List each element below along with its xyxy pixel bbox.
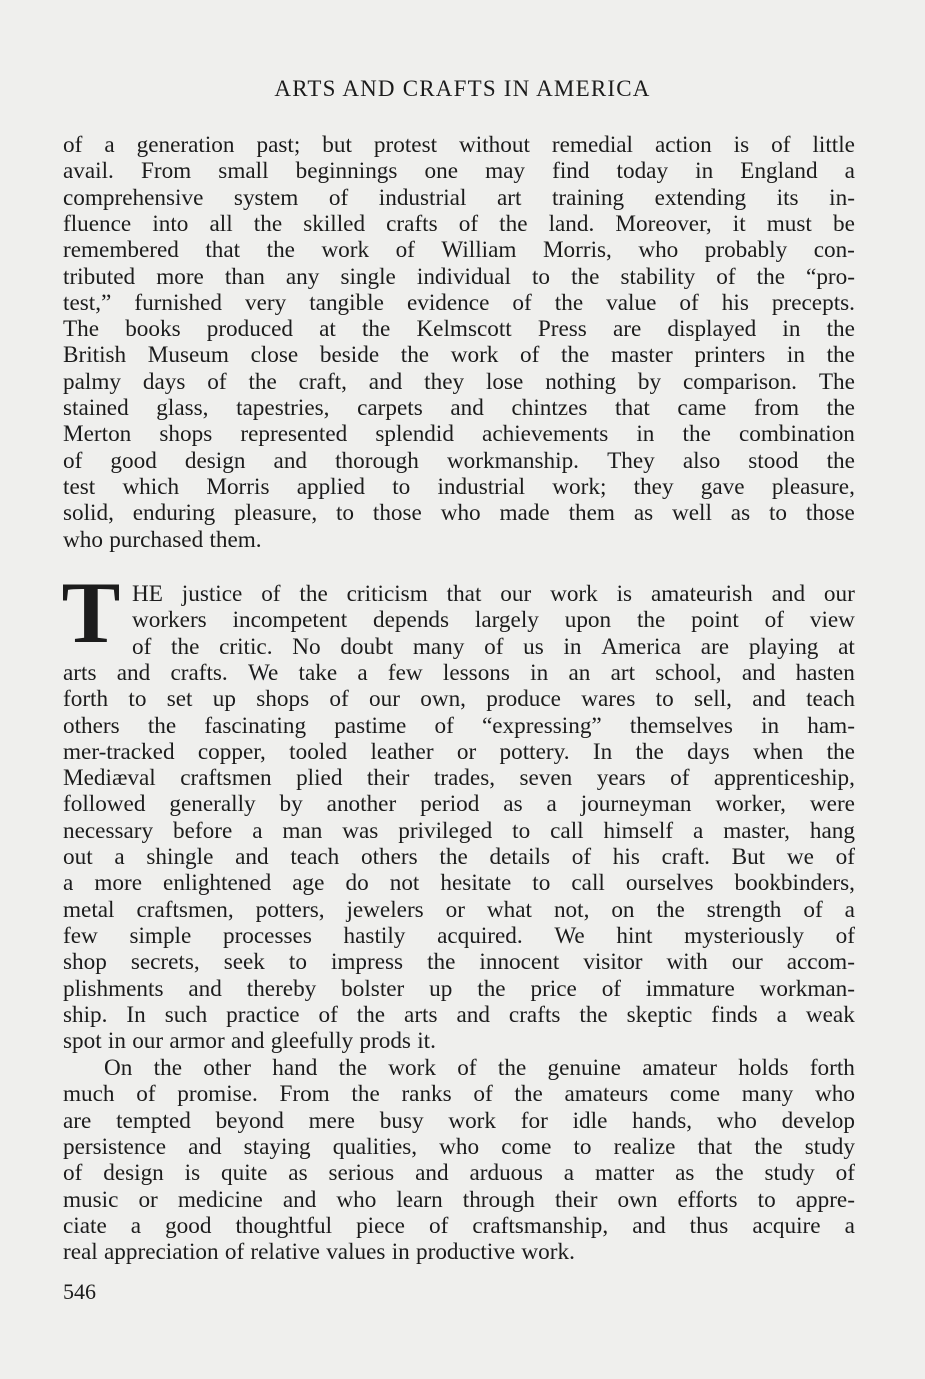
text-line: real appreciation of relative values in productive work. [63,1239,575,1266]
text-line: much of promise. From the ranks of the amateurs come many who [63,1081,855,1108]
text-line: followed generally by another period as a journeyman worker, were [63,791,855,818]
text-line: of good design and thorough workmanship. They also stood the [63,447,855,474]
page-number: 546 [63,1279,96,1304]
text-line: out a shingle and teach others the details of his craft. But we of [63,844,855,870]
text-line: test,” furnished very tangible evidence of the value of his precepts. [63,289,855,316]
text-line: stained glass, tapestries, carpets and chintzes that came from the [63,395,855,421]
text-line: remembered that the work of William Morris, who probably con- [63,237,855,264]
text-line: tributed more than any single individual to the stability of the “pro- [63,263,855,290]
text-line: who purchased them. [63,526,262,553]
text-line: British Museum close beside the work of the master printers in the [63,342,855,369]
text-line: comprehensive system of industrial art training extending its in- [63,184,855,211]
text-line: test which Morris applied to industrial work; they gave pleasure, [63,473,855,500]
text-line: arts and crafts. We take a few lessons in an art school, and hasten [63,659,855,686]
text-line: persistence and staying qualities, who come to realize that the study [63,1133,855,1160]
text-line: music or medicine and who learn through their own efforts to appre- [63,1186,855,1213]
text-line: Mediæval craftsmen plied their trades, seven years of apprenticeship, [63,765,855,792]
text-line: ship. In such practice of the arts and crafts the skeptic finds a weak [63,1001,855,1028]
text-line: spot in our armor and gleefully prods it. [63,1028,436,1055]
text-line: The books produced at the Kelmscott Press are displayed in the [63,316,855,343]
text-line: forth to set up shops of our own, produce wares to sell, and teach [63,686,855,713]
text-line: fluence into all the skilled crafts of the land. Moreover, it must be [63,210,855,237]
text-line: shop secrets, seek to impress the innocent visitor with our accom- [63,949,855,976]
text-line: of the critic. No doubt many of us in America are playing at [132,633,855,660]
text-line: HE justice of the criticism that our work is amateurish and our [132,581,855,607]
text-line: others the fascinating pastime of “expressing” themselves in ham- [63,712,855,739]
text-line: On the other hand the work of the genuine amateur holds forth [104,1055,855,1081]
text-line: Merton shops represented splendid achievements in the combination [63,421,855,448]
text-line: palmy days of the craft, and they lose nothing by comparison. The [63,368,855,395]
text-line: ciate a good thoughtful piece of craftsmanship, and thus acquire a [63,1212,855,1239]
text-line: avail. From small beginnings one may find today in England a [63,158,855,185]
text-line: of design is quite as serious and arduous a matter as the study of [63,1160,855,1187]
text-line: solid, enduring pleasure, to those who made them as well as to those [63,500,855,527]
text-line: metal craftsmen, potters, jewelers or what not, on the strength of a [63,896,855,923]
text-line: few simple processes hastily acquired. We hint mysteriously of [63,922,855,949]
text-line: necessary before a man was privileged to call himself a master, hang [63,817,855,844]
text-line: mer-tracked copper, tooled leather or pottery. In the days when the [63,738,855,765]
text-line: plishments and thereby bolster up the price of immature workman- [63,975,855,1002]
text-line: a more enlightened age do not hesitate to call ourselves bookbinders, [63,870,855,897]
text-line: workers incompetent depends largely upon the point of view [132,607,855,634]
running-header: ARTS AND CRAFTS IN AMERICA [274,76,651,101]
text-line: are tempted beyond mere busy work for idle hands, who develop [63,1107,855,1134]
drop-cap: T [61,578,121,650]
text-line: of a generation past; but protest without remedial action is of little [63,132,855,158]
